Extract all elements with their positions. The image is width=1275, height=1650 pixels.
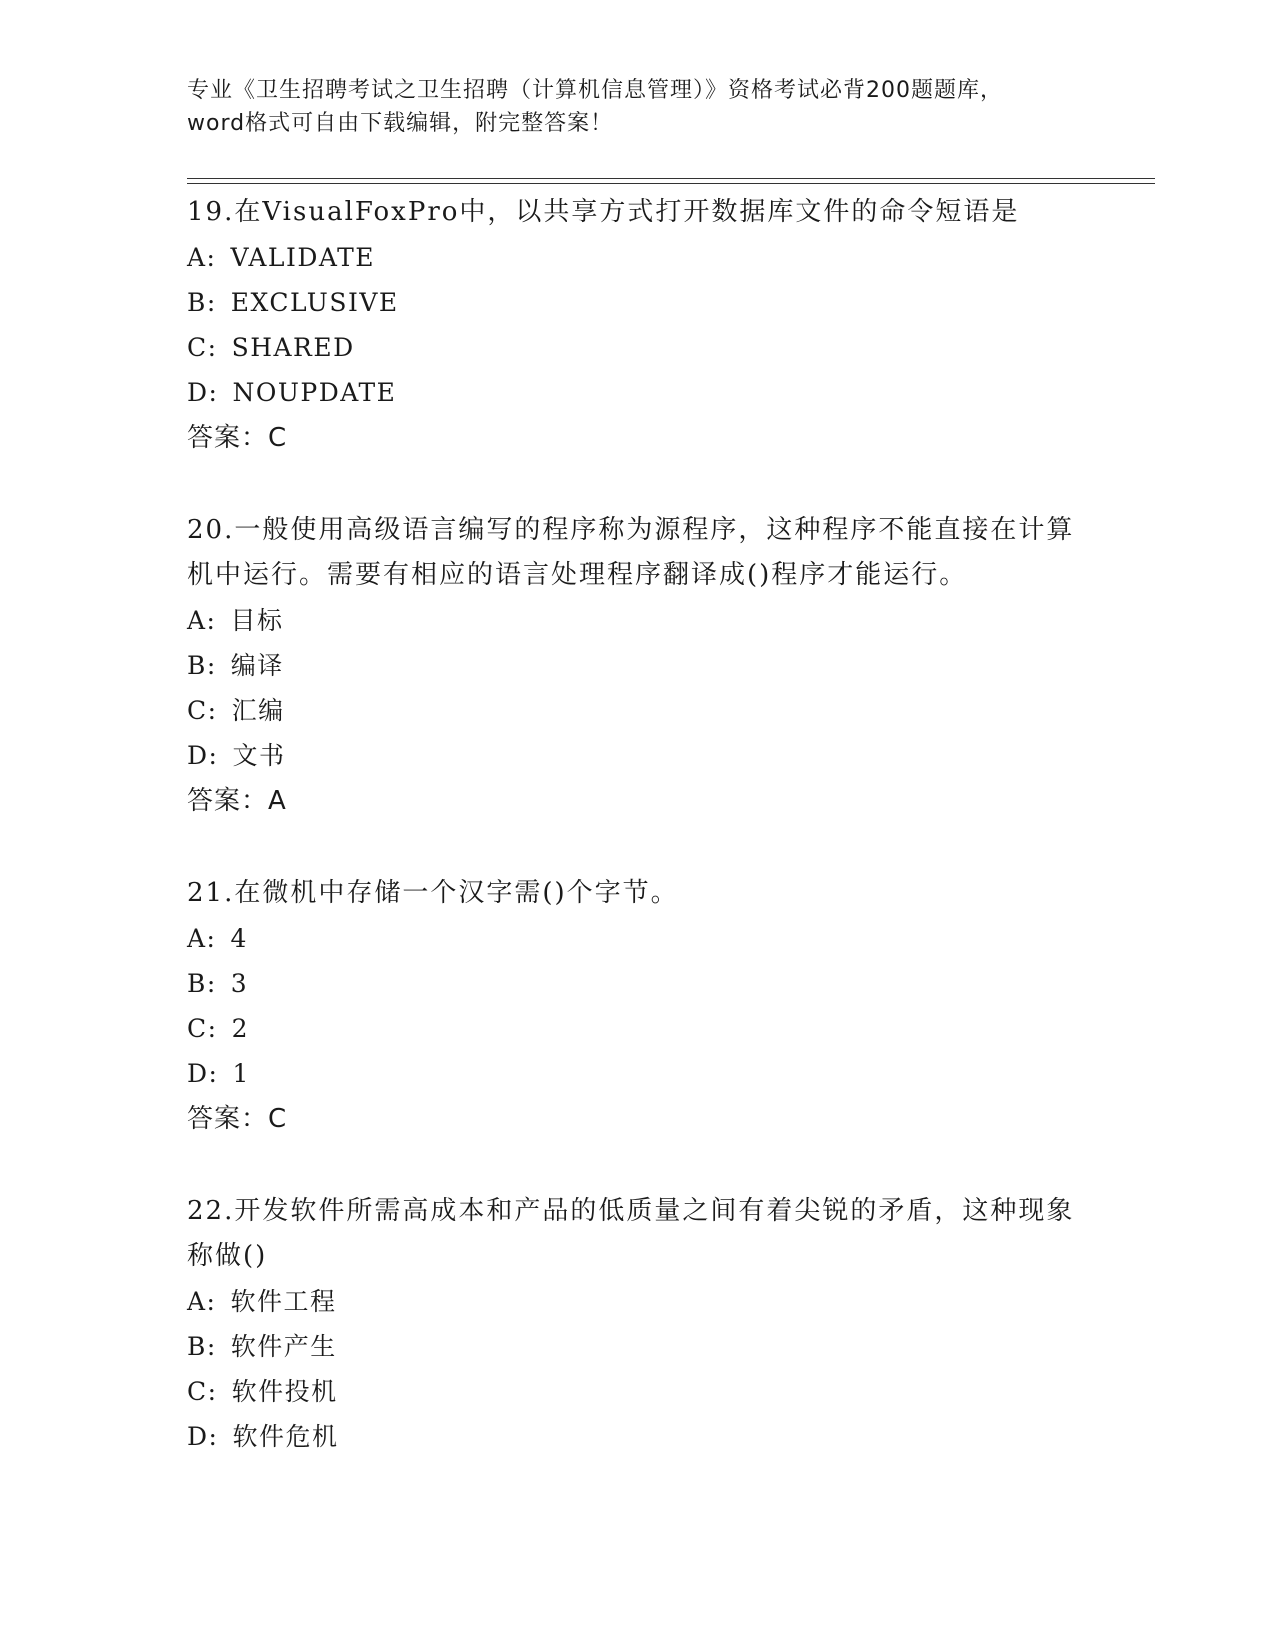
- option-b: [187, 280, 1087, 325]
- option-b: [187, 1324, 1087, 1369]
- option-label: A:: [187, 606, 217, 635]
- option-label: C:: [187, 1377, 218, 1406]
- question-22: [187, 1189, 1087, 1459]
- answer-line: 答案：C: [187, 1104, 288, 1134]
- header-divider-bottom: [187, 183, 1155, 184]
- question-text: 20.一般使用高级语言编写的程序称为源程序，这种程序不能直接在计算机中运行。需要有相应的语言处理程序翻译成()程序才能运行。: [187, 515, 1075, 590]
- question-text: 21.在微机中存储一个汉字需()个字节。: [187, 878, 679, 908]
- option-value: VALIDATE: [230, 243, 376, 272]
- option-d: [187, 370, 1087, 415]
- option-c: [187, 325, 1087, 370]
- option-label: D:: [187, 1422, 219, 1451]
- option-value: SHARED: [231, 333, 355, 362]
- option-d: [187, 1051, 1087, 1096]
- question-text: 22.开发软件所需高成本和产品的低质量之间有着尖锐的矛盾，这种现象称做(): [187, 1196, 1075, 1271]
- option-label: A:: [187, 1287, 217, 1316]
- option-label: C:: [187, 1014, 218, 1043]
- option-label: D:: [187, 741, 219, 770]
- option-value: 汇编: [231, 696, 285, 725]
- option-c: [187, 688, 1087, 733]
- option-value: NOUPDATE: [232, 378, 397, 407]
- question-19: [187, 190, 1087, 461]
- option-a: [187, 235, 1087, 280]
- option-label: C:: [187, 333, 218, 362]
- header-divider-top: [187, 178, 1155, 179]
- option-value: 1: [232, 1059, 250, 1088]
- option-value: 4: [230, 924, 248, 953]
- answer-line: 答案：A: [187, 786, 287, 816]
- option-label: A:: [187, 924, 217, 953]
- option-value: 软件产生: [230, 1332, 337, 1361]
- question-21: [187, 871, 1087, 1142]
- option-label: B:: [187, 651, 217, 680]
- option-value: 3: [230, 969, 249, 998]
- option-c: [187, 1006, 1087, 1051]
- option-value: 软件工程: [230, 1287, 337, 1316]
- option-label: C:: [187, 696, 218, 725]
- document-header: [187, 74, 1067, 140]
- option-value: 目标: [230, 606, 284, 635]
- option-b: [187, 961, 1087, 1006]
- option-label: B:: [187, 288, 217, 317]
- answer-line: 答案：C: [187, 423, 288, 453]
- option-value: EXCLUSIVE: [230, 288, 399, 317]
- option-a: [187, 598, 1087, 643]
- option-a: [187, 916, 1087, 961]
- question-20: [187, 508, 1087, 824]
- header-line-2: word格式可自由下载编辑，附完整答案！: [187, 111, 614, 136]
- option-label: A:: [187, 243, 217, 272]
- option-value: 2: [231, 1014, 249, 1043]
- option-value: 编译: [230, 651, 284, 680]
- option-b: [187, 643, 1087, 688]
- option-value: 软件投机: [231, 1377, 338, 1406]
- option-d: [187, 733, 1087, 778]
- option-value: 软件危机: [232, 1422, 339, 1451]
- header-line-1: 专业《卫生招聘考试之卫生招聘（计算机信息管理）》资格考试必背200题题库，: [187, 78, 1003, 103]
- option-c: [187, 1369, 1087, 1414]
- question-text: 19.在VisualFoxPro中，以共享方式打开数据库文件的命令短语是: [187, 197, 1020, 227]
- question-list: [187, 190, 1087, 1459]
- option-label: D:: [187, 378, 219, 407]
- option-value: 文书: [232, 741, 286, 770]
- option-label: D:: [187, 1059, 219, 1088]
- option-label: B:: [187, 969, 217, 998]
- option-a: [187, 1279, 1087, 1324]
- option-label: B:: [187, 1332, 217, 1361]
- option-d: [187, 1414, 1087, 1459]
